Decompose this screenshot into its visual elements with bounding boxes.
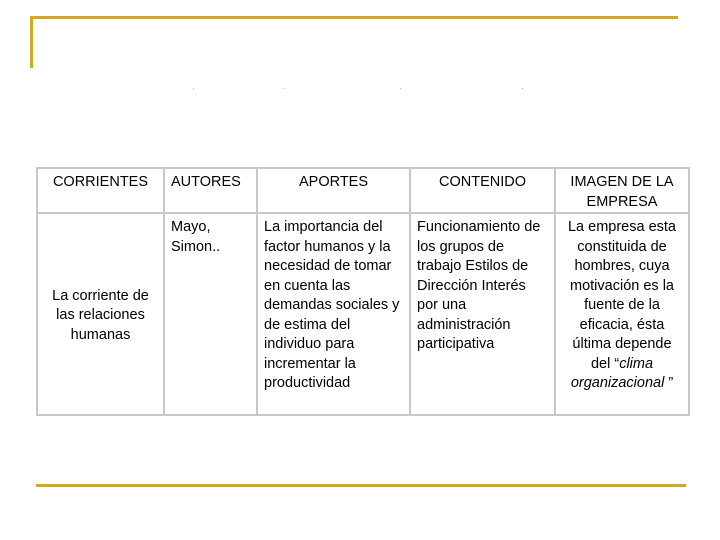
header-contenido: CONTENIDO xyxy=(410,168,555,213)
cell-contenido: Funcionamiento de los grupos de trabajo Estilos de Dirección Interés por una administración participativa xyxy=(410,213,555,415)
header-corrientes: CORRIENTES xyxy=(37,168,164,213)
bottom-accent-line xyxy=(36,484,686,487)
cell-autores: Mayo, Simon.. xyxy=(164,213,257,415)
stray-mark xyxy=(193,88,194,89)
imagen-text: La empresa esta constituida de hombres, cuya motivación es la fuente de la eficacia, ésta última depende del “ xyxy=(567,219,676,372)
stray-mark xyxy=(283,88,284,89)
imagen-italic-text: clima organizacional xyxy=(570,355,665,391)
header-imagen-empresa: IMAGEN DE LA EMPRESA xyxy=(555,168,689,213)
cell-aportes: La importancia del factor humanos y la necesidad de tomar en cuenta las demandas sociales y de estima del individuo para incrementar la productividad xyxy=(257,213,410,415)
stray-mark xyxy=(522,88,523,89)
table-header-row xyxy=(37,168,689,213)
header-aportes: APORTES xyxy=(257,168,410,213)
imagen-closing-quote: ” xyxy=(664,375,674,391)
header-autores: AUTORES xyxy=(164,168,257,213)
left-accent-line xyxy=(30,16,33,68)
stray-mark xyxy=(400,88,401,89)
cell-corriente: La corriente de las relaciones humanas xyxy=(37,213,164,415)
top-accent-line xyxy=(30,16,678,19)
cell-imagen-empresa xyxy=(555,213,689,415)
table-row xyxy=(37,213,689,415)
theories-table xyxy=(36,167,690,416)
